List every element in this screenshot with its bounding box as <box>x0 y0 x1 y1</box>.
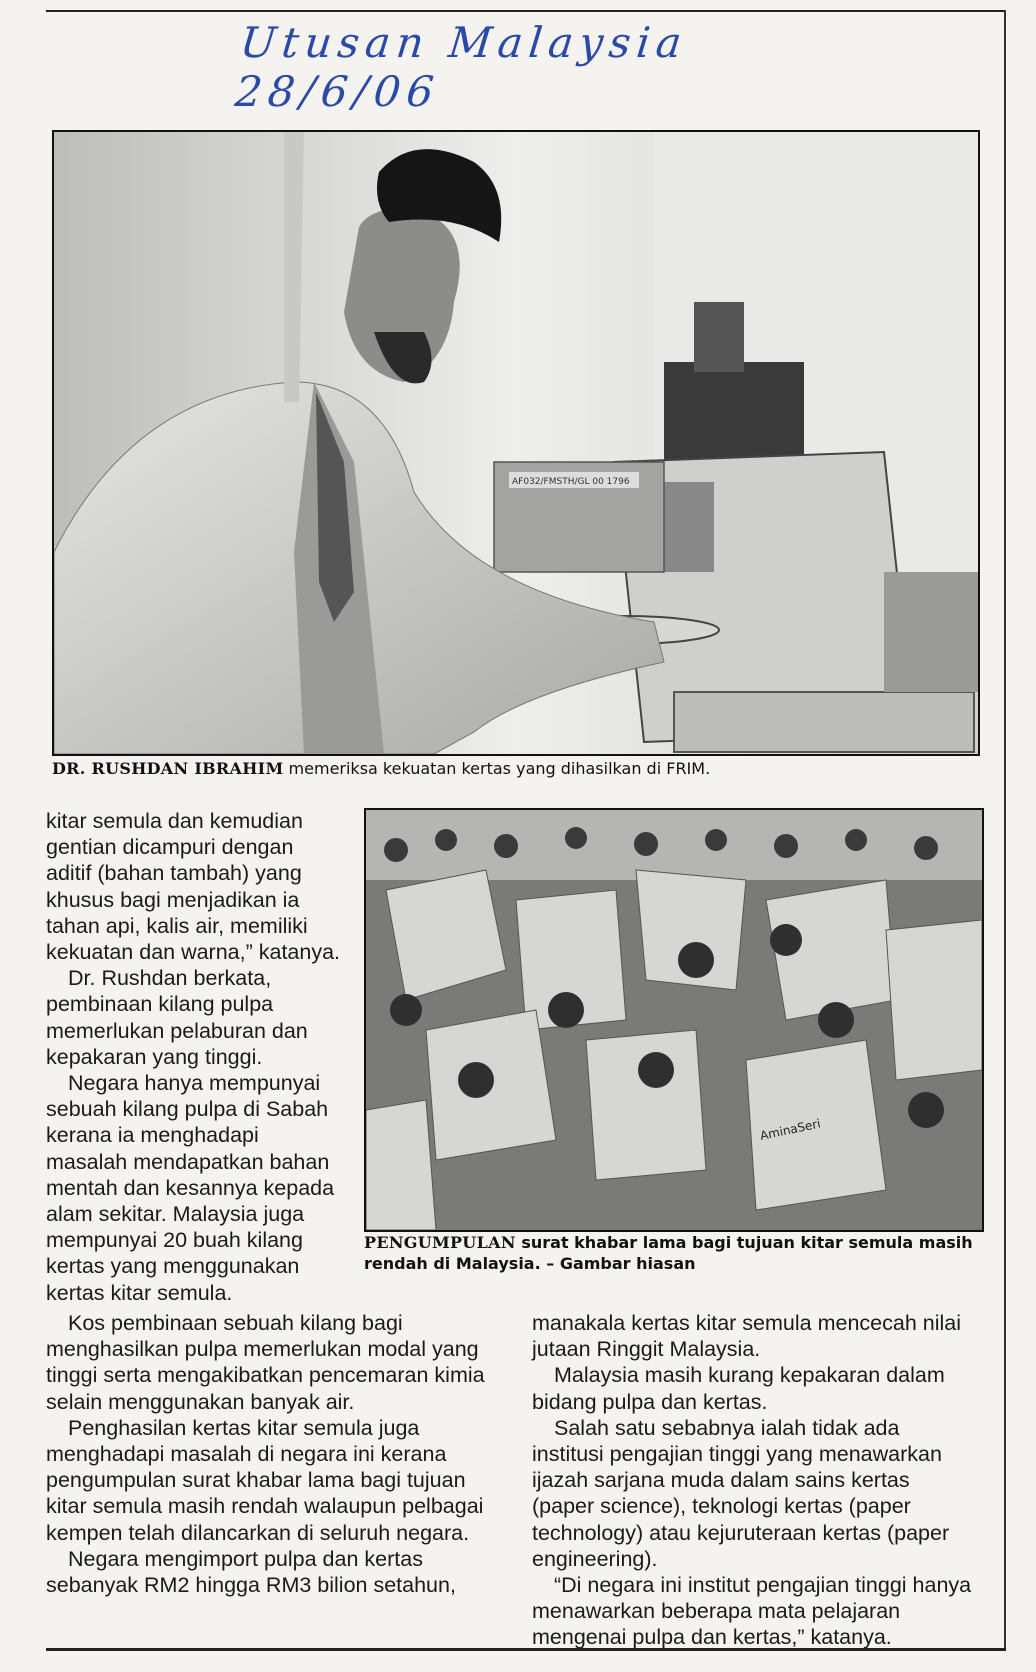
paragraph-c2: Malaysia masih kurang kepakaran dalam bidang pulpa dan kertas. <box>532 1363 945 1414</box>
right-rule <box>1004 10 1006 1650</box>
photo-students-illustration <box>366 810 982 1230</box>
bag-text: AminaSeri <box>758 1116 822 1143</box>
paragraph-a3: Negara hanya mempunyai sebuah kilang pulpa di Sabah kerana ia menghadapi masalah mendapatkan bahan mentah dan kesannya kepada alam sekitar. Malaysia juga mempunyai 20 buah kilang kertas yang menggunakan kertas kitar semula. <box>46 1071 335 1305</box>
top-rule <box>46 10 1006 12</box>
photo-researcher-machine <box>52 130 980 756</box>
paragraph-c1: manakala kertas kitar semula mencecah nilai jutaan Ringgit Malaysia. <box>532 1311 962 1362</box>
photo2-caption <box>364 1232 984 1274</box>
handwritten-masthead: Utusan Malaysia 28/6/06 <box>232 18 690 116</box>
machine-label: AF032/FMSTH/GL 00 1796 <box>512 477 630 487</box>
paragraph-b2: Penghasilan kertas kitar semula juga menghadapi masalah di negara ini kerana pengumpulan surat khabar lama bagi tujuan kitar semula masih rendah walaupun pelbagai kempen telah dilancarkan di seluruh negara. <box>46 1415 484 1545</box>
photo2-caption-text: surat khabar lama bagi tujuan kitar semula masih rendah di Malaysia. – Gambar hiasan <box>364 1233 973 1273</box>
photo-researcher-illustration <box>54 132 978 754</box>
article-column-a <box>46 808 342 1306</box>
photo1-caption-name: DR. RUSHDAN IBRAHIM <box>52 759 284 778</box>
photo-students-recycling <box>364 808 984 1232</box>
paragraph-c4: “Di negara ini institut pengajian tinggi hanya menawarkan beberapa mata pelajaran mengenai pulpa dan kertas,” katanya. <box>532 1573 972 1650</box>
paragraph-b3: Negara mengimport pulpa dan kertas sebanyak RM2 hingga RM3 bilion setahun, <box>46 1546 456 1598</box>
paragraph-a1: kitar semula dan kemudian gentian dicampuri dengan aditif (bahan tambah) yang khusus bagi menjadikan ia tahan api, kalis air, memiliki kekuatan dan warna,” katanya. <box>46 809 341 965</box>
paragraph-b1: Kos pembinaan sebuah kilang bagi menghasilkan pulpa memerlukan modal yang tinggi serta mengakibatkan pencemaran kimia selain menggunakan banyak air. <box>46 1311 485 1414</box>
paragraph-a2: Dr. Rushdan berkata, pembinaan kilang pulpa memerlukan pelaburan dan kepakaran yang tinggi. <box>46 966 308 1069</box>
photo2-caption-name: PENGUMPULAN <box>364 1233 516 1252</box>
photo1-caption <box>52 758 982 779</box>
article-column-b <box>46 1310 486 1598</box>
paragraph-c3: Salah satu sebabnya ialah tidak ada institusi pengajian tinggi yang menawarkan ijazah sarjana muda dalam sains kertas (paper science), teknologi kertas (paper technology) atau kejuruteraan kertas (paper engineering). <box>532 1415 950 1571</box>
article-column-c <box>532 1310 977 1651</box>
photo1-caption-text: memeriksa kekuatan kertas yang dihasilkan di FRIM. <box>288 759 711 778</box>
